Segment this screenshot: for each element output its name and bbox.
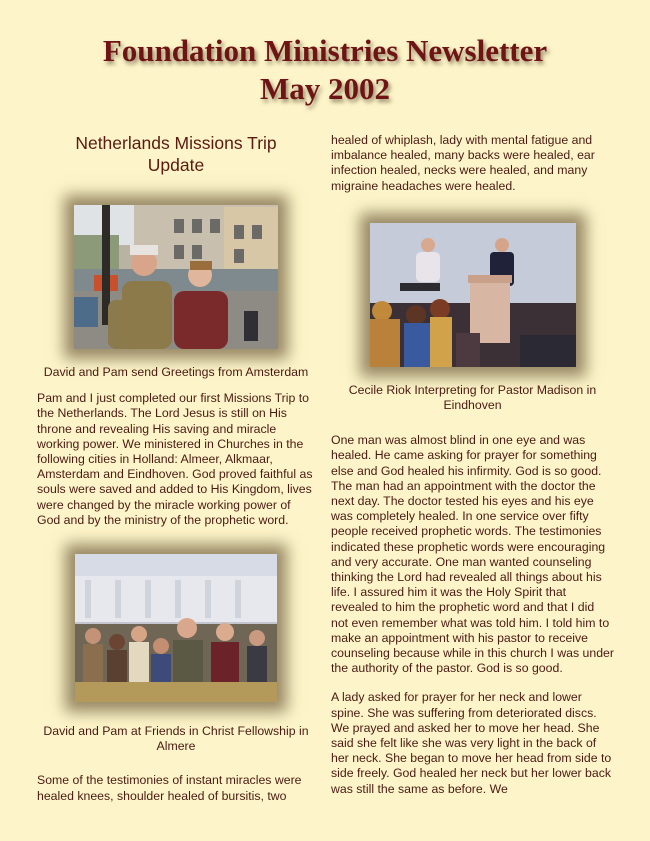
article-paragraph-3: healed of whiplash, lady with mental fatigue and imbalance healed, many backs were healed, ear infection healed, necks were healed, and many migraine headaches were healed. <box>331 133 595 193</box>
newsletter-date: May 2002 <box>259 71 390 106</box>
photo-almere <box>75 554 277 702</box>
photo-almere-wrapper <box>75 554 277 702</box>
article-paragraph-5: A lady asked for prayer for her neck and lower spine. She was suffering from deteriorated discs. We prayed and asked her to move her head. She said she felt like she was very light in the back of her neck. She began to move her head from side to side freely. God healed her neck but her lower back was still the same as before. We <box>331 690 612 796</box>
photo-eindhoven <box>370 223 576 367</box>
article-paragraph-2: Some of the testimonies of instant miracles were healed knees, shoulder healed of bursitis, two <box>37 773 302 803</box>
left-column <box>37 132 315 804</box>
article-heading: Netherlands Missions Trip Update <box>75 133 277 175</box>
almere-church-image <box>75 554 277 702</box>
photo-amsterdam-caption: David and Pam send Greetings from Amsterdam <box>43 365 309 379</box>
photo-amsterdam-wrapper <box>74 205 278 349</box>
photo-eindhoven-caption: Cecile Riok Interpreting for Pastor Madison in Eindhoven <box>348 382 597 413</box>
photo-eindhoven-wrapper <box>370 223 576 367</box>
photo-amsterdam <box>74 205 278 349</box>
newsletter-title: Foundation Ministries Newsletter <box>102 33 548 68</box>
amsterdam-street-image <box>74 205 278 349</box>
eindhoven-pulpit-image <box>370 223 576 367</box>
newsletter-masthead <box>0 32 650 108</box>
article-paragraph-4: One man was almost blind in one eye and was healed. He came asking for prayer for something else and God healed his infirmity. God is so good. The man had an appointment with the doctor the next day. The doctor tested his eyes and his eye was completely healed. In one service over fifty people received prophetic words. The testimonies indicated these prophetic words were encouraging and very accurate. One man wanted counseling thinking the Lord had revealed all things about his life. I assured him it was the Holy Spirit that revealed to him the prophetic word and that I did not even remember what was told him. I told him to make an appointment with his pastor to receive counseling because while in this church I was under the authority of the pastor. God is so good. <box>331 433 614 676</box>
photo-almere-caption: David and Pam at Friends in Christ Fellowship in Almere <box>43 724 309 754</box>
article-paragraph-1: Pam and I just completed our first Missions Trip to the Netherlands. The Lord Jesus is still on His throne and revealing His saving and miracle working power. We ministered in Churches in the following cities in Holland: Almeer, Alkmaar, Amsterdam and Eindhoven. God proved faithful as souls were saved and added to His Kingdom, lives were changed by the miracle working power of God and by the ministry of the prophetic word. <box>37 391 313 527</box>
right-column <box>331 133 614 797</box>
